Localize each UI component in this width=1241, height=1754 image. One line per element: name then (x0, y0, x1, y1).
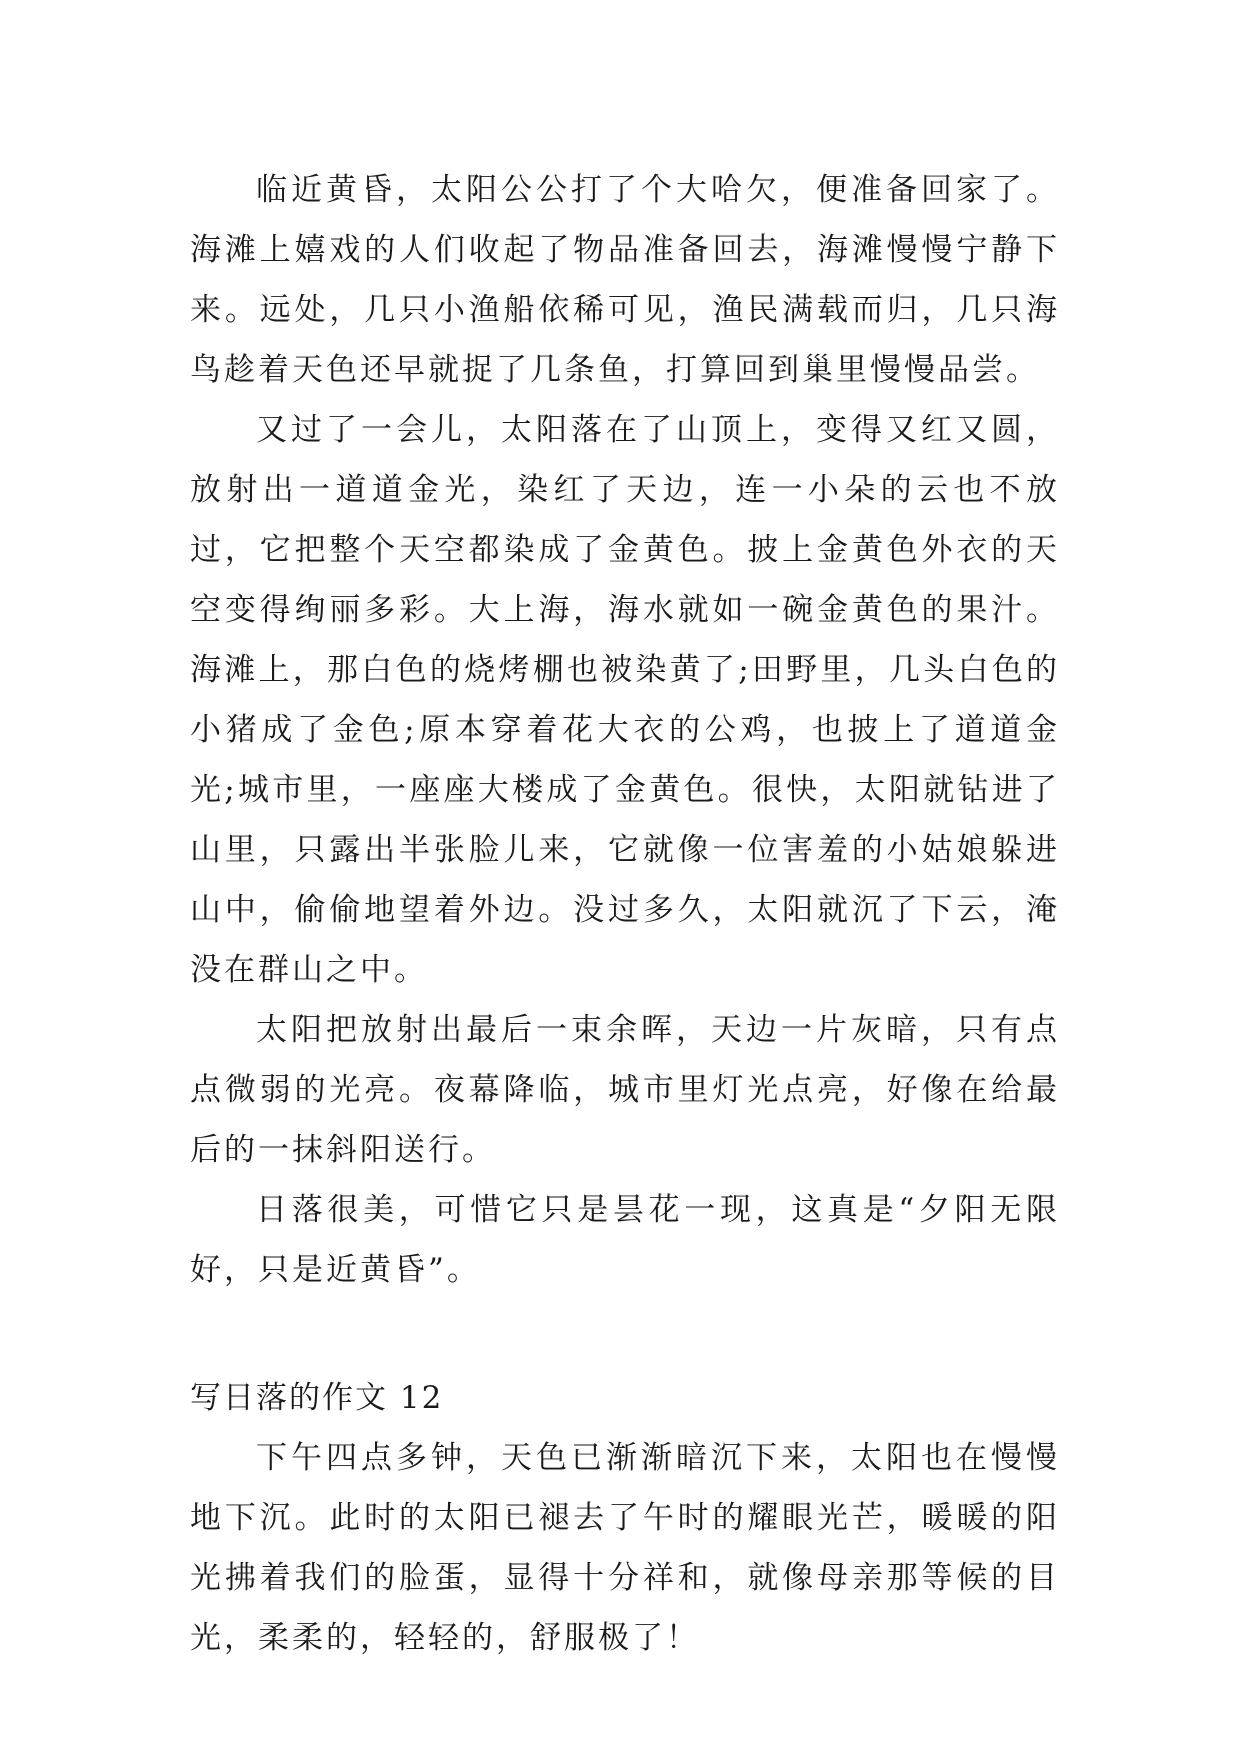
paragraph: 日落很美，可惜它只是昙花一现，这真是“夕阳无限好，只是近黄昏”。 (190, 1192, 1060, 1288)
paragraph: 又过了一会儿，太阳落在了山顶上，变得又红又圆，放射出一道道金光，染红了天边，连一小朵的云也不放过，它把整个天空都染成了金黄色。披上金黄色外衣的天空变得绚丽多彩。大上海，海水就如一碗金黄色的果汁。海滩上，那白色的烧烤棚也被染黄了;田野里，几头白色的小猪成了金色;原本穿着花大衣的公鸡，也披上了道道金光;城市里，一座座大楼成了金黄色。很快，太阳就钻进了山里，只露出半张脸儿来，它就像一位害羞的小姑娘躲进山中，偷偷地望着外边。没过多久，太阳就沉了下云，淹没在群山之中。 (190, 412, 1060, 988)
document-body (190, 160, 1060, 1668)
paragraph: 临近黄昏，太阳公公打了个大哈欠，便准备回家了。海滩上嬉戏的人们收起了物品准备回去，海滩慢慢宁静下来。远处，几只小渔船依稀可见，渔民满载而归，几只海鸟趁着天色还早就捉了几条鱼，打算回到巢里慢慢品尝。 (190, 172, 1060, 388)
paragraph: 太阳把放射出最后一束余晖，天边一片灰暗，只有点点微弱的光亮。夜幕降临，城市里灯光点亮，好像在给最后的一抹斜阳送行。 (190, 1012, 1060, 1168)
paragraph: 下午四点多钟，天色已渐渐暗沉下来，太阳也在慢慢地下沉。此时的太阳已褪去了午时的耀眼光芒，暖暖的阳光拂着我们的脸蛋，显得十分祥和，就像母亲那等候的目光，柔柔的，轻轻的，舒服极了！ (190, 1440, 1060, 1656)
section-title: 写日落的作文 12 (190, 1380, 444, 1416)
